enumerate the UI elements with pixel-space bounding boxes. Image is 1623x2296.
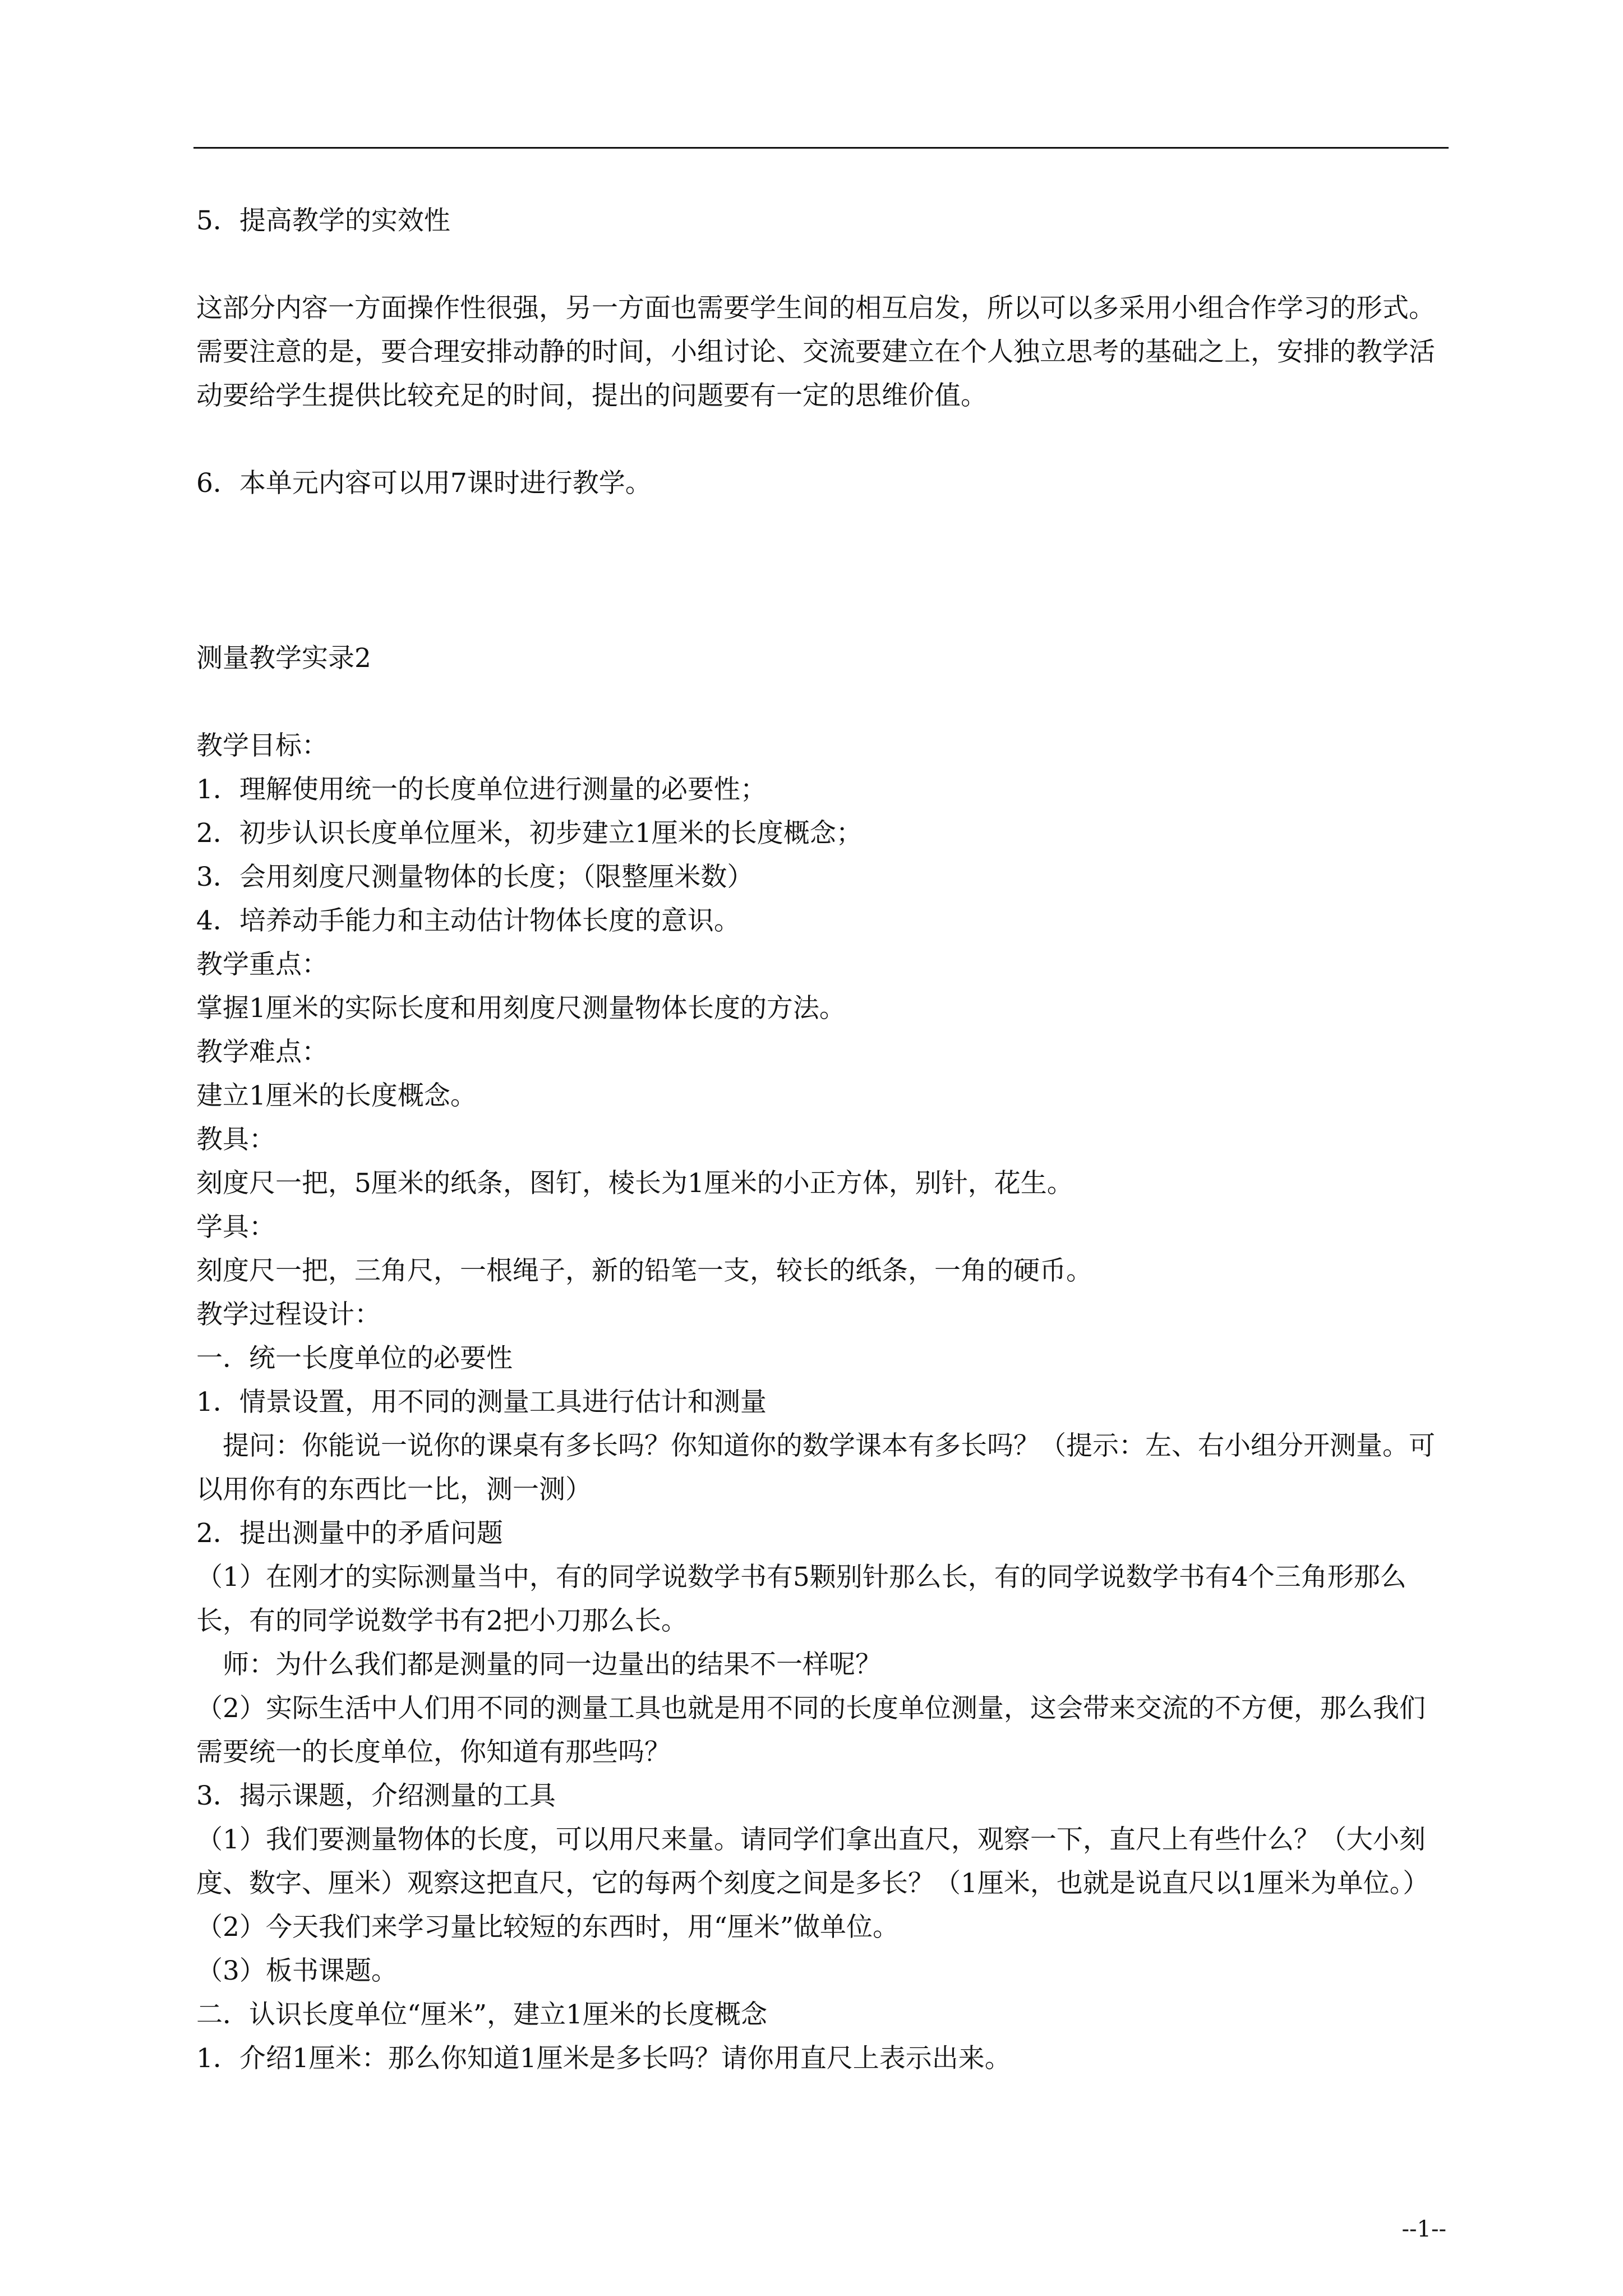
body-paragraph: 这部分内容一方面操作性很强，另一方面也需要学生间的相互启发，所以可以多采用小组合作学习的形式。需要注意的是，要合理安排动静的时间，小组讨论、交流要建立在个人独立思考的基础之上，安排的教学活动要给学生提供比较充足的时间，提出的问题要有一定的思维价值。 — [196, 293, 1435, 411]
difficulties-text: 建立1厘米的长度概念。 — [196, 1080, 477, 1111]
page-number: --1-- — [1401, 2216, 1446, 2242]
body-paragraph: （2）实际生活中人们用不同的测量工具也就是用不同的长度单位测量，这会带来交流的不方便，那么我们需要统一的长度单位，你知道有那些吗？ — [196, 1693, 1426, 1768]
section-heading-6: 6．本单元内容可以用7课时进行教学。 — [196, 468, 652, 499]
teaching-aids-text: 刻度尺一把，5厘米的纸条，图钉，棱长为1厘米的小正方体，别针，花生。 — [196, 1168, 1073, 1199]
body-paragraph: （1）我们要测量物体的长度，可以用尺来量。请同学们拿出直尺，观察一下，直尺上有些什么？（大小刻度、数字、厘米）观察这把直尺，它的每两个刻度之间是多长？（1厘米，也就是说直尺以1厘米为单位。） — [196, 1824, 1430, 1899]
spacer — [196, 243, 1448, 287]
objective-item: 3．会用刻度尺测量物体的长度；（限整厘米数） — [196, 862, 754, 892]
step-heading: 1．介绍1厘米：那么你知道1厘米是多长吗？请你用直尺上表示出来。 — [196, 2043, 1011, 2074]
spacer — [196, 418, 1448, 462]
step-heading: 1．情景设置，用不同的测量工具进行估计和测量 — [196, 1387, 767, 1418]
teacher-question: 师：为什么我们都是测量的同一边量出的结果不一样呢？ — [223, 1649, 882, 1680]
label-teaching-aids: 教具： — [196, 1124, 275, 1155]
document-body — [196, 199, 1448, 2081]
label-difficulties: 教学难点： — [196, 1037, 328, 1068]
document-subtitle: 测量教学实录2 — [196, 643, 371, 674]
section-heading-5: 5．提高教学的实效性 — [196, 205, 450, 236]
spacer — [196, 505, 1448, 637]
section-heading-1: 一．统一长度单位的必要性 — [196, 1343, 513, 1374]
label-process-design: 教学过程设计： — [196, 1299, 381, 1330]
step-heading: 2．提出测量中的矛盾问题 — [196, 1518, 503, 1549]
objective-item: 1．理解使用统一的长度单位进行测量的必要性； — [196, 774, 767, 805]
spacer — [196, 680, 1448, 724]
label-key-points: 教学重点： — [196, 949, 328, 980]
objective-item: 2．初步认识长度单位厘米，初步建立1厘米的长度概念； — [196, 818, 863, 849]
section-heading-2: 二．认识长度单位“厘米”，建立1厘米的长度概念 — [196, 1999, 767, 2030]
objective-item: 4．培养动手能力和主动估计物体长度的意识。 — [196, 905, 740, 936]
header-rule — [193, 147, 1449, 149]
student-aids-text: 刻度尺一把，三角尺，一根绳子，新的铅笔一支，较长的纸条，一角的硬币。 — [196, 1255, 1092, 1286]
question-paragraph: 提问：你能说一说你的课桌有多长吗？你知道你的数学课本有多长吗？（提示：左、右小组分开测量。可以用你有的东西比一比，测一测） — [196, 1430, 1435, 1505]
label-objectives: 教学目标： — [196, 730, 328, 761]
body-paragraph: （3）板书课题。 — [196, 1955, 398, 1986]
step-heading: 3．揭示课题，介绍测量的工具 — [196, 1780, 556, 1811]
body-paragraph: （2）今天我们来学习量比较短的东西时，用“厘米”做单位。 — [196, 1912, 899, 1943]
label-student-aids: 学具： — [196, 1212, 275, 1243]
key-points-text: 掌握1厘米的实际长度和用刻度尺测量物体长度的方法。 — [196, 993, 846, 1024]
body-paragraph: （1）在刚才的实际测量当中，有的同学说数学书有5颗别针那么长，有的同学说数学书有4个三角形那么长，有的同学说数学书有2把小刀那么长。 — [196, 1562, 1407, 1636]
